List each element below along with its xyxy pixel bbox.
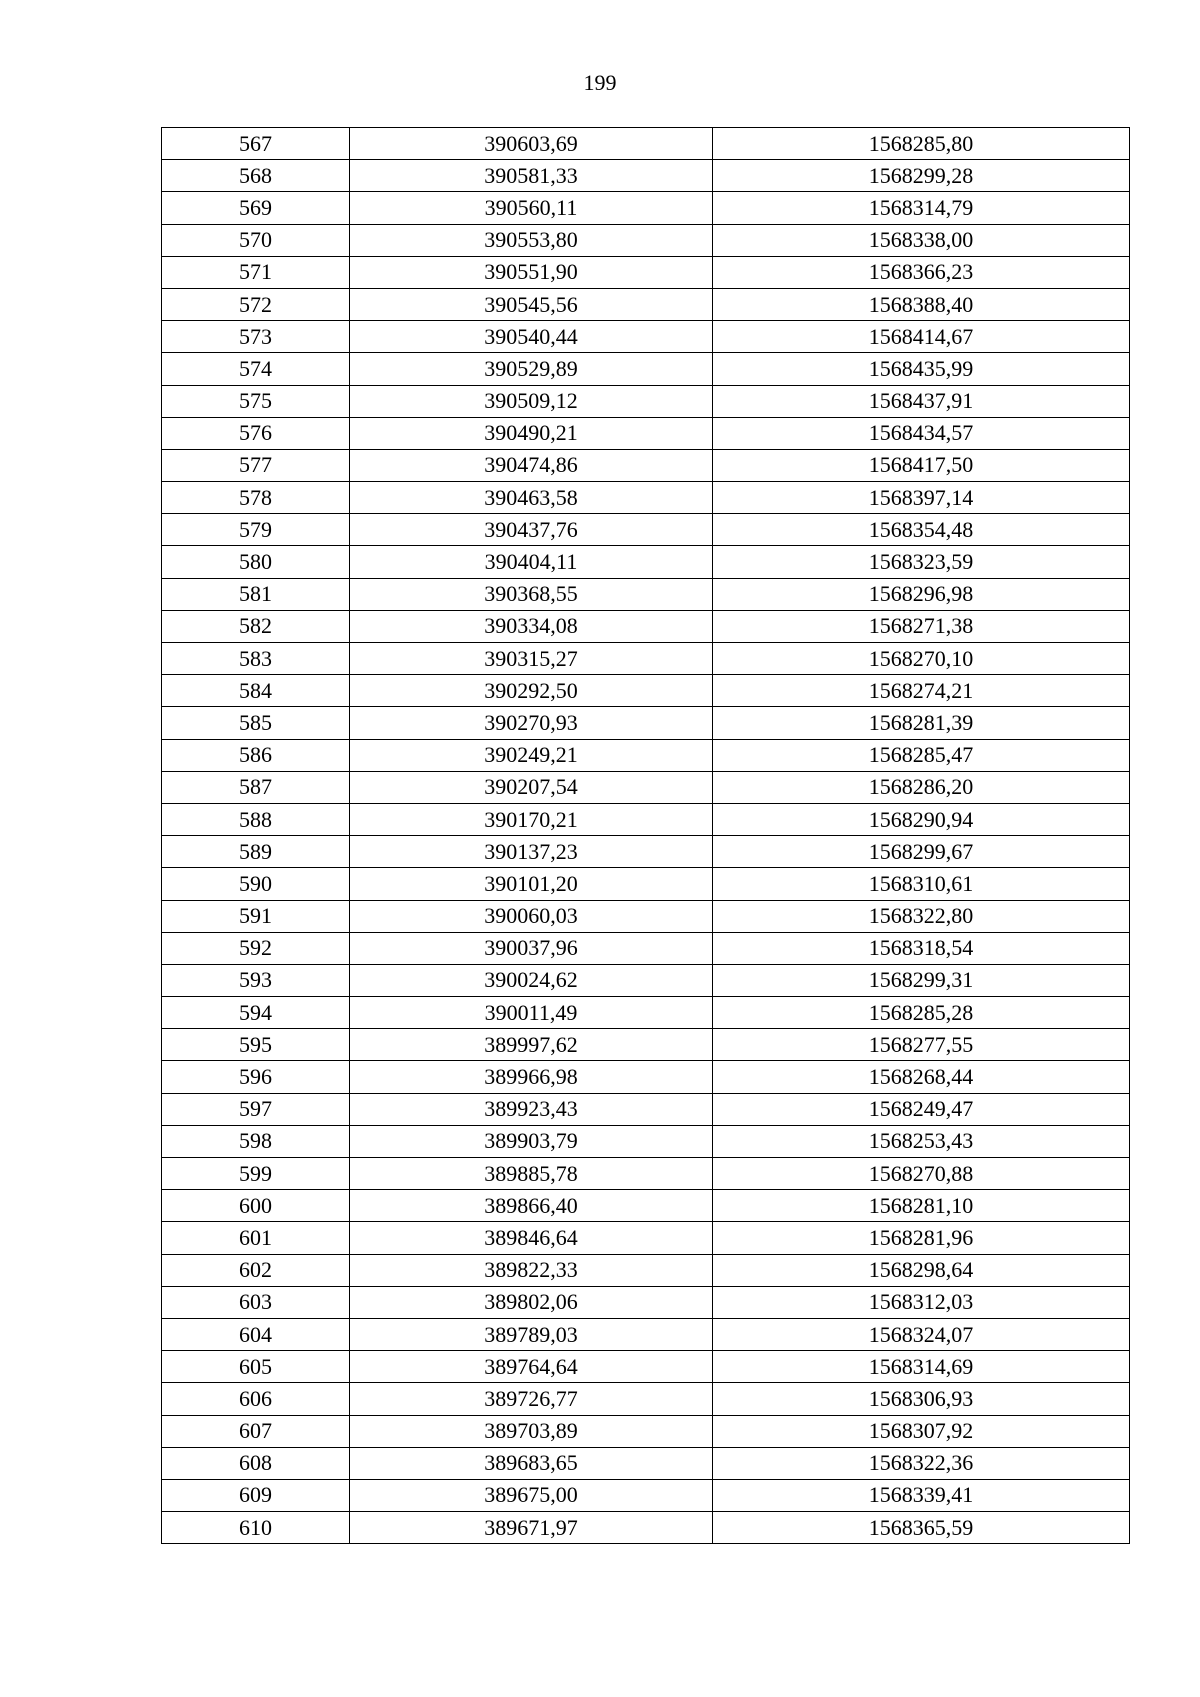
point-number-cell: 567	[162, 128, 350, 160]
point-number-cell: 599	[162, 1158, 350, 1190]
point-number-cell: 608	[162, 1447, 350, 1479]
y-coordinate-cell: 1568281,10	[713, 1190, 1130, 1222]
y-coordinate-cell: 1568312,03	[713, 1286, 1130, 1318]
y-coordinate-cell: 1568299,67	[713, 836, 1130, 868]
y-coordinate-cell: 1568365,59	[713, 1512, 1130, 1544]
x-coordinate-cell: 389997,62	[350, 1029, 713, 1061]
y-coordinate-cell: 1568314,79	[713, 192, 1130, 224]
table-row	[162, 771, 1130, 803]
x-coordinate-cell: 389846,64	[350, 1222, 713, 1254]
x-coordinate-cell: 389866,40	[350, 1190, 713, 1222]
x-coordinate-cell: 390207,54	[350, 771, 713, 803]
table-row	[162, 707, 1130, 739]
point-number-cell: 597	[162, 1093, 350, 1125]
point-number-cell: 580	[162, 546, 350, 578]
point-number-cell: 606	[162, 1383, 350, 1415]
x-coordinate-cell: 389885,78	[350, 1158, 713, 1190]
y-coordinate-cell: 1568414,67	[713, 321, 1130, 353]
y-coordinate-cell: 1568366,23	[713, 256, 1130, 288]
y-coordinate-cell: 1568437,91	[713, 385, 1130, 417]
point-number-cell: 605	[162, 1351, 350, 1383]
table-row	[162, 1254, 1130, 1286]
y-coordinate-cell: 1568310,61	[713, 868, 1130, 900]
table-row	[162, 192, 1130, 224]
table-row	[162, 868, 1130, 900]
table-row	[162, 1029, 1130, 1061]
table-row	[162, 964, 1130, 996]
table-row	[162, 546, 1130, 578]
y-coordinate-cell: 1568299,28	[713, 160, 1130, 192]
x-coordinate-cell: 389789,03	[350, 1318, 713, 1350]
table-row	[162, 449, 1130, 481]
table-row	[162, 385, 1130, 417]
point-number-cell: 595	[162, 1029, 350, 1061]
table-row	[162, 482, 1130, 514]
x-coordinate-cell: 390024,62	[350, 964, 713, 996]
x-coordinate-cell: 389822,33	[350, 1254, 713, 1286]
table-row	[162, 1479, 1130, 1511]
table-row	[162, 417, 1130, 449]
y-coordinate-cell: 1568271,38	[713, 610, 1130, 642]
x-coordinate-cell: 389966,98	[350, 1061, 713, 1093]
point-number-cell: 601	[162, 1222, 350, 1254]
point-number-cell: 579	[162, 514, 350, 546]
table-row	[162, 1093, 1130, 1125]
point-number-cell: 596	[162, 1061, 350, 1093]
point-number-cell: 586	[162, 739, 350, 771]
point-number-cell: 607	[162, 1415, 350, 1447]
point-number-cell: 582	[162, 610, 350, 642]
point-number-cell: 600	[162, 1190, 350, 1222]
table-row	[162, 1222, 1130, 1254]
y-coordinate-cell: 1568339,41	[713, 1479, 1130, 1511]
point-number-cell: 598	[162, 1125, 350, 1157]
x-coordinate-cell: 390315,27	[350, 643, 713, 675]
y-coordinate-cell: 1568286,20	[713, 771, 1130, 803]
table-row	[162, 1158, 1130, 1190]
y-coordinate-cell: 1568274,21	[713, 675, 1130, 707]
point-number-cell: 573	[162, 321, 350, 353]
point-number-cell: 574	[162, 353, 350, 385]
point-number-cell: 569	[162, 192, 350, 224]
y-coordinate-cell: 1568281,39	[713, 707, 1130, 739]
x-coordinate-cell: 389703,89	[350, 1415, 713, 1447]
table-row	[162, 610, 1130, 642]
x-coordinate-cell: 389671,97	[350, 1512, 713, 1544]
point-number-cell: 581	[162, 578, 350, 610]
point-number-cell: 588	[162, 803, 350, 835]
table-row	[162, 1061, 1130, 1093]
x-coordinate-cell: 389726,77	[350, 1383, 713, 1415]
point-number-cell: 575	[162, 385, 350, 417]
table-row	[162, 288, 1130, 320]
x-coordinate-cell: 389764,64	[350, 1351, 713, 1383]
table-row	[162, 643, 1130, 675]
x-coordinate-cell: 390529,89	[350, 353, 713, 385]
y-coordinate-cell: 1568285,47	[713, 739, 1130, 771]
point-number-cell: 587	[162, 771, 350, 803]
x-coordinate-cell: 390368,55	[350, 578, 713, 610]
x-coordinate-cell: 390545,56	[350, 288, 713, 320]
table-row	[162, 1415, 1130, 1447]
point-number-cell: 576	[162, 417, 350, 449]
x-coordinate-cell: 390060,03	[350, 900, 713, 932]
coordinates-table-body	[162, 128, 1130, 1544]
point-number-cell: 570	[162, 224, 350, 256]
page-number: 199	[583, 70, 617, 95]
y-coordinate-cell: 1568268,44	[713, 1061, 1130, 1093]
x-coordinate-cell: 389802,06	[350, 1286, 713, 1318]
point-number-cell: 572	[162, 288, 350, 320]
table-row	[162, 1351, 1130, 1383]
y-coordinate-cell: 1568307,92	[713, 1415, 1130, 1447]
point-number-cell: 568	[162, 160, 350, 192]
y-coordinate-cell: 1568388,40	[713, 288, 1130, 320]
y-coordinate-cell: 1568323,59	[713, 546, 1130, 578]
y-coordinate-cell: 1568270,88	[713, 1158, 1130, 1190]
y-coordinate-cell: 1568314,69	[713, 1351, 1130, 1383]
x-coordinate-cell: 390270,93	[350, 707, 713, 739]
x-coordinate-cell: 390037,96	[350, 932, 713, 964]
table-row	[162, 803, 1130, 835]
x-coordinate-cell: 390404,11	[350, 546, 713, 578]
table-row	[162, 224, 1130, 256]
y-coordinate-cell: 1568299,31	[713, 964, 1130, 996]
point-number-cell: 593	[162, 964, 350, 996]
y-coordinate-cell: 1568281,96	[713, 1222, 1130, 1254]
y-coordinate-cell: 1568338,00	[713, 224, 1130, 256]
y-coordinate-cell: 1568318,54	[713, 932, 1130, 964]
point-number-cell: 571	[162, 256, 350, 288]
table-row	[162, 1512, 1130, 1544]
y-coordinate-cell: 1568417,50	[713, 449, 1130, 481]
table-row	[162, 739, 1130, 771]
y-coordinate-cell: 1568253,43	[713, 1125, 1130, 1157]
point-number-cell: 584	[162, 675, 350, 707]
point-number-cell: 591	[162, 900, 350, 932]
x-coordinate-cell: 390249,21	[350, 739, 713, 771]
point-number-cell: 592	[162, 932, 350, 964]
point-number-cell: 577	[162, 449, 350, 481]
x-coordinate-cell: 390560,11	[350, 192, 713, 224]
table-row	[162, 321, 1130, 353]
y-coordinate-cell: 1568435,99	[713, 353, 1130, 385]
x-coordinate-cell: 389675,00	[350, 1479, 713, 1511]
coordinates-table	[161, 127, 1130, 1544]
x-coordinate-cell: 390581,33	[350, 160, 713, 192]
x-coordinate-cell: 390540,44	[350, 321, 713, 353]
table-row	[162, 997, 1130, 1029]
y-coordinate-cell: 1568285,80	[713, 128, 1130, 160]
table-row	[162, 256, 1130, 288]
y-coordinate-cell: 1568277,55	[713, 1029, 1130, 1061]
x-coordinate-cell: 390463,58	[350, 482, 713, 514]
table-row	[162, 578, 1130, 610]
point-number-cell: 603	[162, 1286, 350, 1318]
y-coordinate-cell: 1568298,64	[713, 1254, 1130, 1286]
point-number-cell: 604	[162, 1318, 350, 1350]
table-row	[162, 353, 1130, 385]
x-coordinate-cell: 390509,12	[350, 385, 713, 417]
x-coordinate-cell: 389903,79	[350, 1125, 713, 1157]
y-coordinate-cell: 1568270,10	[713, 643, 1130, 675]
y-coordinate-cell: 1568354,48	[713, 514, 1130, 546]
table-row	[162, 1125, 1130, 1157]
y-coordinate-cell: 1568290,94	[713, 803, 1130, 835]
x-coordinate-cell: 390490,21	[350, 417, 713, 449]
y-coordinate-cell: 1568324,07	[713, 1318, 1130, 1350]
x-coordinate-cell: 389923,43	[350, 1093, 713, 1125]
x-coordinate-cell: 390011,49	[350, 997, 713, 1029]
point-number-cell: 610	[162, 1512, 350, 1544]
y-coordinate-cell: 1568249,47	[713, 1093, 1130, 1125]
x-coordinate-cell: 390101,20	[350, 868, 713, 900]
x-coordinate-cell: 390474,86	[350, 449, 713, 481]
x-coordinate-cell: 390603,69	[350, 128, 713, 160]
point-number-cell: 589	[162, 836, 350, 868]
point-number-cell: 602	[162, 1254, 350, 1286]
x-coordinate-cell: 390292,50	[350, 675, 713, 707]
y-coordinate-cell: 1568322,36	[713, 1447, 1130, 1479]
table-row	[162, 1190, 1130, 1222]
table-row	[162, 836, 1130, 868]
x-coordinate-cell: 389683,65	[350, 1447, 713, 1479]
point-number-cell: 578	[162, 482, 350, 514]
point-number-cell: 585	[162, 707, 350, 739]
y-coordinate-cell: 1568322,80	[713, 900, 1130, 932]
x-coordinate-cell: 390137,23	[350, 836, 713, 868]
y-coordinate-cell: 1568397,14	[713, 482, 1130, 514]
table-row	[162, 932, 1130, 964]
table-row	[162, 900, 1130, 932]
x-coordinate-cell: 390170,21	[350, 803, 713, 835]
y-coordinate-cell: 1568285,28	[713, 997, 1130, 1029]
table-row	[162, 1447, 1130, 1479]
point-number-cell: 609	[162, 1479, 350, 1511]
x-coordinate-cell: 390437,76	[350, 514, 713, 546]
table-row	[162, 160, 1130, 192]
x-coordinate-cell: 390334,08	[350, 610, 713, 642]
table-row	[162, 1318, 1130, 1350]
table-row	[162, 514, 1130, 546]
table-row	[162, 1383, 1130, 1415]
y-coordinate-cell: 1568306,93	[713, 1383, 1130, 1415]
x-coordinate-cell: 390551,90	[350, 256, 713, 288]
point-number-cell: 594	[162, 997, 350, 1029]
y-coordinate-cell: 1568434,57	[713, 417, 1130, 449]
point-number-cell: 590	[162, 868, 350, 900]
x-coordinate-cell: 390553,80	[350, 224, 713, 256]
table-row	[162, 1286, 1130, 1318]
y-coordinate-cell: 1568296,98	[713, 578, 1130, 610]
point-number-cell: 583	[162, 643, 350, 675]
table-row	[162, 675, 1130, 707]
table-row	[162, 128, 1130, 160]
